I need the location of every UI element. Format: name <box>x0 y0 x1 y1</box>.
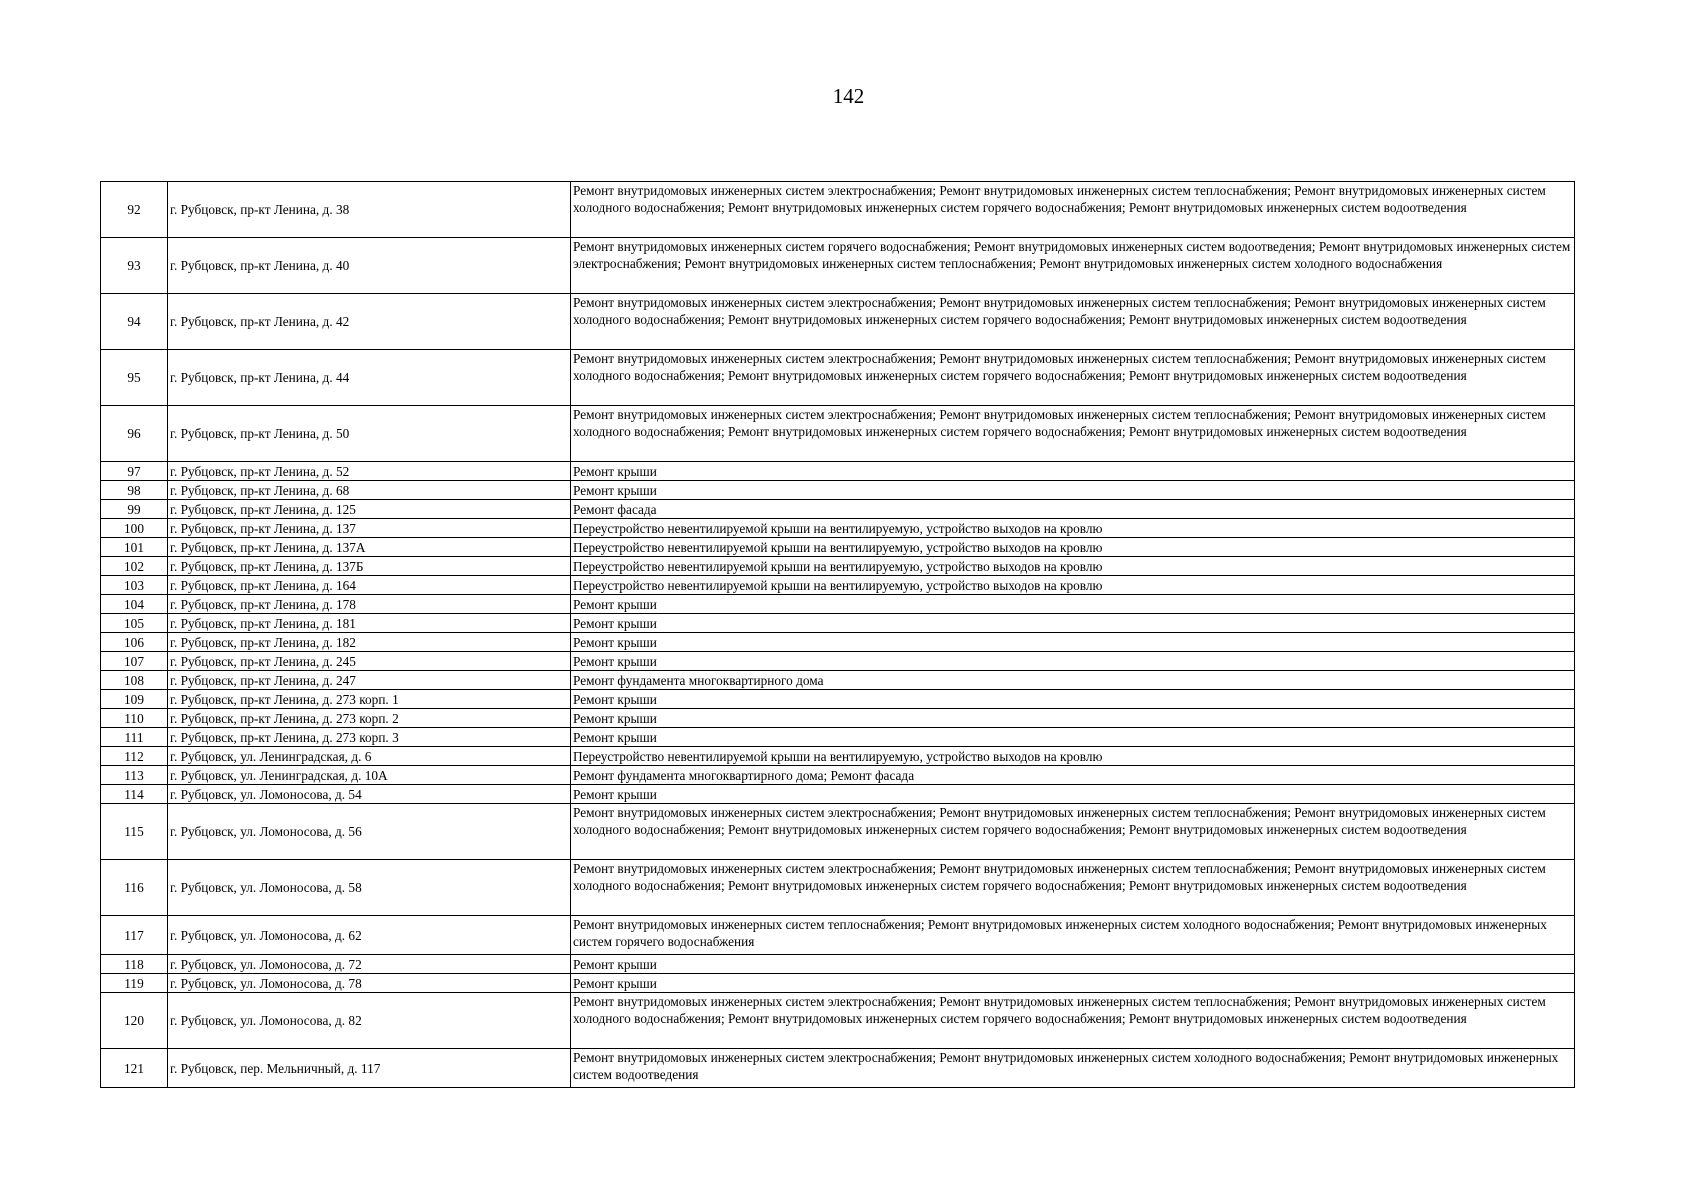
address-cell: г. Рубцовск, пр-кт Ленина, д. 247 <box>168 671 571 690</box>
work-type-cell: Ремонт крыши <box>571 652 1575 671</box>
address-cell: г. Рубцовск, пр-кт Ленина, д. 182 <box>168 633 571 652</box>
row-number-cell: 120 <box>101 993 168 1049</box>
table-row <box>101 350 1575 406</box>
address-cell: г. Рубцовск, пр-кт Ленина, д. 137Б <box>168 557 571 576</box>
address-cell: г. Рубцовск, ул. Ломоносова, д. 58 <box>168 860 571 916</box>
row-number-cell: 121 <box>101 1049 168 1088</box>
row-number-cell: 103 <box>101 576 168 595</box>
row-number-cell: 101 <box>101 538 168 557</box>
work-type-cell: Ремонт внутридомовых инженерных систем горячего водоснабжения; Ремонт внутридомовых инженерных систем водоотведения; Ремонт внутридомовых инженерных систем электроснабжения; Ремонт внутридомовых инженерных систем теплоснабжения; Ремонт внутридомовых инженерных систем холодного водоснабжения <box>571 238 1575 294</box>
row-number-cell: 92 <box>101 182 168 238</box>
table-row <box>101 766 1575 785</box>
row-number-cell: 96 <box>101 406 168 462</box>
work-type-cell: Ремонт внутридомовых инженерных систем электроснабжения; Ремонт внутридомовых инженерных систем теплоснабжения; Ремонт внутридомовых инженерных систем холодного водоснабжения; Ремонт внутридомовых инженерных систем горячего водоснабжения; Ремонт внутридомовых инженерных систем водоотведения <box>571 993 1575 1049</box>
table-row <box>101 747 1575 766</box>
address-cell: г. Рубцовск, ул. Ломоносова, д. 72 <box>168 955 571 974</box>
address-cell: г. Рубцовск, пр-кт Ленина, д. 164 <box>168 576 571 595</box>
work-type-cell: Переустройство невентилируемой крыши на вентилируемую, устройство выходов на кровлю <box>571 557 1575 576</box>
address-cell: г. Рубцовск, ул. Ленинградская, д. 10А <box>168 766 571 785</box>
work-type-cell: Ремонт крыши <box>571 785 1575 804</box>
table-row <box>101 614 1575 633</box>
work-type-cell: Ремонт внутридомовых инженерных систем электроснабжения; Ремонт внутридомовых инженерных систем теплоснабжения; Ремонт внутридомовых инженерных систем холодного водоснабжения; Ремонт внутридомовых инженерных систем горячего водоснабжения; Ремонт внутридомовых инженерных систем водоотведения <box>571 406 1575 462</box>
row-number-cell: 110 <box>101 709 168 728</box>
table-row <box>101 294 1575 350</box>
table-row <box>101 785 1575 804</box>
row-number-cell: 100 <box>101 519 168 538</box>
row-number-cell: 105 <box>101 614 168 633</box>
work-type-cell: Ремонт крыши <box>571 728 1575 747</box>
table-row <box>101 538 1575 557</box>
address-cell: г. Рубцовск, пр-кт Ленина, д. 40 <box>168 238 571 294</box>
work-type-cell: Ремонт фундамента многоквартирного дома; Ремонт фасада <box>571 766 1575 785</box>
work-type-cell: Ремонт крыши <box>571 614 1575 633</box>
row-number-cell: 106 <box>101 633 168 652</box>
work-type-cell: Ремонт внутридомовых инженерных систем электроснабжения; Ремонт внутридомовых инженерных систем холодного водоснабжения; Ремонт внутридомовых инженерных систем водоотведения <box>571 1049 1575 1088</box>
work-type-cell: Ремонт внутридомовых инженерных систем электроснабжения; Ремонт внутридомовых инженерных систем теплоснабжения; Ремонт внутридомовых инженерных систем холодного водоснабжения; Ремонт внутридомовых инженерных систем горячего водоснабжения; Ремонт внутридомовых инженерных систем водоотведения <box>571 182 1575 238</box>
work-type-cell: Ремонт крыши <box>571 690 1575 709</box>
row-number-cell: 112 <box>101 747 168 766</box>
address-cell: г. Рубцовск, ул. Ломоносова, д. 54 <box>168 785 571 804</box>
table-row <box>101 406 1575 462</box>
table-row <box>101 804 1575 860</box>
work-type-cell: Переустройство невентилируемой крыши на вентилируемую, устройство выходов на кровлю <box>571 519 1575 538</box>
work-type-cell: Ремонт крыши <box>571 595 1575 614</box>
work-type-cell: Переустройство невентилируемой крыши на вентилируемую, устройство выходов на кровлю <box>571 747 1575 766</box>
address-cell: г. Рубцовск, пр-кт Ленина, д. 50 <box>168 406 571 462</box>
row-number-cell: 94 <box>101 294 168 350</box>
row-number-cell: 93 <box>101 238 168 294</box>
address-cell: г. Рубцовск, ул. Ломоносова, д. 56 <box>168 804 571 860</box>
row-number-cell: 111 <box>101 728 168 747</box>
address-cell: г. Рубцовск, пр-кт Ленина, д. 273 корп. 1 <box>168 690 571 709</box>
row-number-cell: 108 <box>101 671 168 690</box>
address-cell: г. Рубцовск, пр-кт Ленина, д. 68 <box>168 481 571 500</box>
table-row <box>101 955 1575 974</box>
address-cell: г. Рубцовск, пр-кт Ленина, д. 137 <box>168 519 571 538</box>
work-type-cell: Ремонт крыши <box>571 633 1575 652</box>
address-cell: г. Рубцовск, пр-кт Ленина, д. 273 корп. 2 <box>168 709 571 728</box>
address-cell: г. Рубцовск, пр-кт Ленина, д. 52 <box>168 462 571 481</box>
row-number-cell: 104 <box>101 595 168 614</box>
works-table <box>100 181 1575 1088</box>
table-row <box>101 481 1575 500</box>
address-cell: г. Рубцовск, пр-кт Ленина, д. 137А <box>168 538 571 557</box>
work-type-cell: Ремонт внутридомовых инженерных систем электроснабжения; Ремонт внутридомовых инженерных систем теплоснабжения; Ремонт внутридомовых инженерных систем холодного водоснабжения; Ремонт внутридомовых инженерных систем горячего водоснабжения; Ремонт внутридомовых инженерных систем водоотведения <box>571 350 1575 406</box>
address-cell: г. Рубцовск, пр-кт Ленина, д. 44 <box>168 350 571 406</box>
table-row <box>101 238 1575 294</box>
address-cell: г. Рубцовск, пер. Мельничный, д. 117 <box>168 1049 571 1088</box>
work-type-cell: Ремонт фундамента многоквартирного дома <box>571 671 1575 690</box>
table-row <box>101 916 1575 955</box>
table-row <box>101 1049 1575 1088</box>
table-row <box>101 690 1575 709</box>
work-type-cell: Ремонт крыши <box>571 481 1575 500</box>
row-number-cell: 99 <box>101 500 168 519</box>
address-cell: г. Рубцовск, пр-кт Ленина, д. 181 <box>168 614 571 633</box>
work-type-cell: Ремонт внутридомовых инженерных систем электроснабжения; Ремонт внутридомовых инженерных систем теплоснабжения; Ремонт внутридомовых инженерных систем холодного водоснабжения; Ремонт внутридомовых инженерных систем горячего водоснабжения; Ремонт внутридомовых инженерных систем водоотведения <box>571 860 1575 916</box>
work-type-cell: Ремонт внутридомовых инженерных систем электроснабжения; Ремонт внутридомовых инженерных систем теплоснабжения; Ремонт внутридомовых инженерных систем холодного водоснабжения; Ремонт внутридомовых инженерных систем горячего водоснабжения; Ремонт внутридомовых инженерных систем водоотведения <box>571 804 1575 860</box>
work-type-cell: Переустройство невентилируемой крыши на вентилируемую, устройство выходов на кровлю <box>571 538 1575 557</box>
address-cell: г. Рубцовск, ул. Ломоносова, д. 62 <box>168 916 571 955</box>
work-type-cell: Ремонт внутридомовых инженерных систем электроснабжения; Ремонт внутридомовых инженерных систем теплоснабжения; Ремонт внутридомовых инженерных систем холодного водоснабжения; Ремонт внутридомовых инженерных систем горячего водоснабжения; Ремонт внутридомовых инженерных систем водоотведения <box>571 294 1575 350</box>
address-cell: г. Рубцовск, пр-кт Ленина, д. 245 <box>168 652 571 671</box>
works-table-body <box>101 182 1575 1088</box>
address-cell: г. Рубцовск, пр-кт Ленина, д. 178 <box>168 595 571 614</box>
row-number-cell: 95 <box>101 350 168 406</box>
table-row <box>101 519 1575 538</box>
work-type-cell: Переустройство невентилируемой крыши на вентилируемую, устройство выходов на кровлю <box>571 576 1575 595</box>
address-cell: г. Рубцовск, пр-кт Ленина, д. 42 <box>168 294 571 350</box>
address-cell: г. Рубцовск, ул. Ленинградская, д. 6 <box>168 747 571 766</box>
table-row <box>101 576 1575 595</box>
address-cell: г. Рубцовск, ул. Ломоносова, д. 82 <box>168 993 571 1049</box>
row-number-cell: 97 <box>101 462 168 481</box>
address-cell: г. Рубцовск, пр-кт Ленина, д. 273 корп. 3 <box>168 728 571 747</box>
row-number-cell: 114 <box>101 785 168 804</box>
work-type-cell: Ремонт внутридомовых инженерных систем теплоснабжения; Ремонт внутридомовых инженерных систем холодного водоснабжения; Ремонт внутридомовых инженерных систем горячего водоснабжения <box>571 916 1575 955</box>
work-type-cell: Ремонт крыши <box>571 974 1575 993</box>
row-number-cell: 119 <box>101 974 168 993</box>
work-type-cell: Ремонт крыши <box>571 709 1575 728</box>
table-row <box>101 671 1575 690</box>
table-row <box>101 182 1575 238</box>
table-row <box>101 462 1575 481</box>
row-number-cell: 107 <box>101 652 168 671</box>
address-cell: г. Рубцовск, ул. Ломоносова, д. 78 <box>168 974 571 993</box>
table-row <box>101 595 1575 614</box>
row-number-cell: 98 <box>101 481 168 500</box>
row-number-cell: 118 <box>101 955 168 974</box>
address-cell: г. Рубцовск, пр-кт Ленина, д. 38 <box>168 182 571 238</box>
address-cell: г. Рубцовск, пр-кт Ленина, д. 125 <box>168 500 571 519</box>
page-number: 142 <box>832 84 865 108</box>
table-row <box>101 860 1575 916</box>
table-row <box>101 974 1575 993</box>
row-number-cell: 102 <box>101 557 168 576</box>
table-row <box>101 993 1575 1049</box>
row-number-cell: 117 <box>101 916 168 955</box>
table-row <box>101 500 1575 519</box>
work-type-cell: Ремонт крыши <box>571 955 1575 974</box>
row-number-cell: 109 <box>101 690 168 709</box>
row-number-cell: 113 <box>101 766 168 785</box>
row-number-cell: 116 <box>101 860 168 916</box>
work-type-cell: Ремонт крыши <box>571 462 1575 481</box>
row-number-cell: 115 <box>101 804 168 860</box>
table-row <box>101 728 1575 747</box>
work-type-cell: Ремонт фасада <box>571 500 1575 519</box>
table-row <box>101 652 1575 671</box>
table-row <box>101 633 1575 652</box>
table-row <box>101 557 1575 576</box>
table-row <box>101 709 1575 728</box>
